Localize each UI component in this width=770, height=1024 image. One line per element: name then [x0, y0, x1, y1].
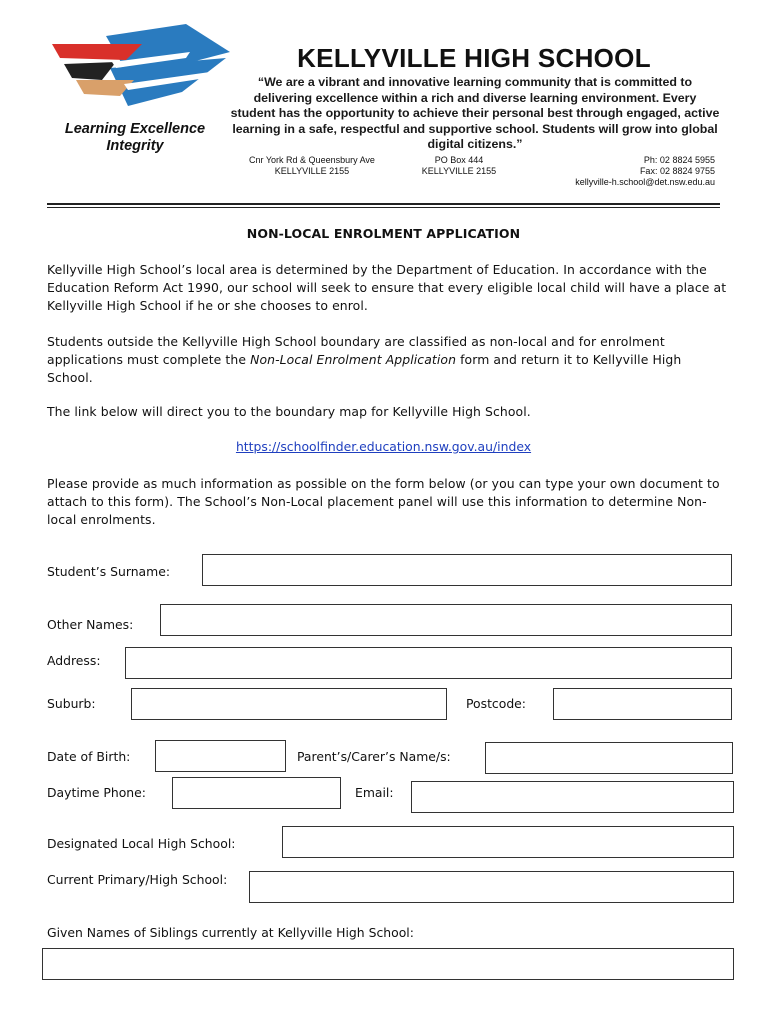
street-address-line-2: KELLYVILLE 2155 — [274, 166, 350, 176]
address-input[interactable] — [125, 647, 732, 679]
instructions-paragraph: Please provide as much information as possible on the form below (or you can type your own document to attach to this form). The School’s Non-Local placement panel will use this information to determine Non-local enrolments. — [47, 476, 720, 527]
motto-line-1: Learning Excellence — [64, 121, 206, 137]
school-logo — [50, 22, 230, 117]
logo-stripe-dark — [64, 62, 116, 80]
email-input[interactable] — [411, 781, 734, 813]
dob-input[interactable] — [155, 740, 286, 772]
address-label: Address: — [47, 653, 101, 668]
street-address-line-1: Cnr York Rd & Queensbury Ave — [249, 155, 375, 165]
parent-name-input[interactable] — [485, 742, 733, 774]
street-address — [232, 155, 392, 177]
siblings-label: Given Names of Siblings currently at Kellyville High School: — [47, 925, 414, 940]
suburb-input[interactable] — [131, 688, 447, 720]
form-name-italic: Non-Local Enrolment Application — [250, 352, 457, 367]
other-names-input[interactable] — [160, 604, 732, 636]
postcode-input[interactable] — [553, 688, 732, 720]
phone-number: Ph: 02 8824 5955 — [643, 155, 715, 165]
dob-label: Date of Birth: — [47, 749, 131, 764]
boundary-map-link[interactable]: https://schoolfinder.education.nsw.gov.au/index — [235, 439, 532, 454]
postal-address-line-2: KELLYVILLE 2155 — [421, 166, 497, 176]
designated-school-input[interactable] — [282, 826, 734, 858]
surname-input[interactable] — [202, 554, 732, 586]
postal-address — [400, 155, 518, 177]
parent-name-label: Parent’s/Carer’s Name/s: — [297, 749, 451, 764]
school-name: KELLYVILLE HIGH SCHOOL — [297, 43, 651, 73]
phone-label: Daytime Phone: — [47, 785, 146, 800]
contact-details — [540, 155, 715, 188]
phone-input[interactable] — [172, 777, 341, 809]
surname-label: Student’s Surname: — [47, 564, 171, 579]
suburb-label: Suburb: — [47, 696, 96, 711]
header-divider-thick — [47, 203, 720, 205]
non-local-text-start: Students outside the Kellyville High School boundary are classified as non-local and for enrolment applications must complete the — [47, 334, 665, 367]
siblings-input[interactable] — [42, 948, 734, 980]
boundary-paragraph: The link below will direct you to the boundary map for Kellyville High School. — [47, 404, 531, 419]
motto-line-2: Integrity — [106, 138, 164, 154]
current-school-input[interactable] — [249, 871, 734, 903]
non-local-text-end: form and return it to Kellyville High School. — [47, 352, 682, 385]
current-school-label: Current Primary/High School: — [47, 872, 228, 887]
postcode-label: Postcode: — [466, 696, 526, 711]
school-email: kellyville-h.school@det.nsw.edu.au — [575, 177, 715, 187]
mission-statement: “We are a vibrant and innovative learning community that is committed to delivering excellence within a rich and diverse learning environment. Every student has the opportunity to achieve their personal best through engaged, active learning in a safe, respectful and supportive school. Students will grow into global digital citizens.” — [230, 75, 720, 151]
fax-number: Fax: 02 8824 9755 — [639, 166, 715, 176]
other-names-label: Other Names: — [47, 617, 134, 632]
non-local-paragraph — [47, 333, 727, 387]
header-divider-thin — [47, 207, 720, 208]
intro-paragraph: Kellyville High School’s local area is determined by the Department of Education. In accordance with the Education Reform Act 1990, our school will seek to ensure that every eligible local child will have a place at Kellyville High School if he or she chooses to enrol. — [47, 262, 727, 313]
email-label: Email: — [355, 785, 394, 800]
postal-address-line-1: PO Box 444 — [434, 155, 484, 165]
form-heading: NON-LOCAL ENROLMENT APPLICATION — [246, 226, 521, 241]
school-motto — [46, 121, 224, 155]
designated-school-label: Designated Local High School: — [47, 836, 236, 851]
